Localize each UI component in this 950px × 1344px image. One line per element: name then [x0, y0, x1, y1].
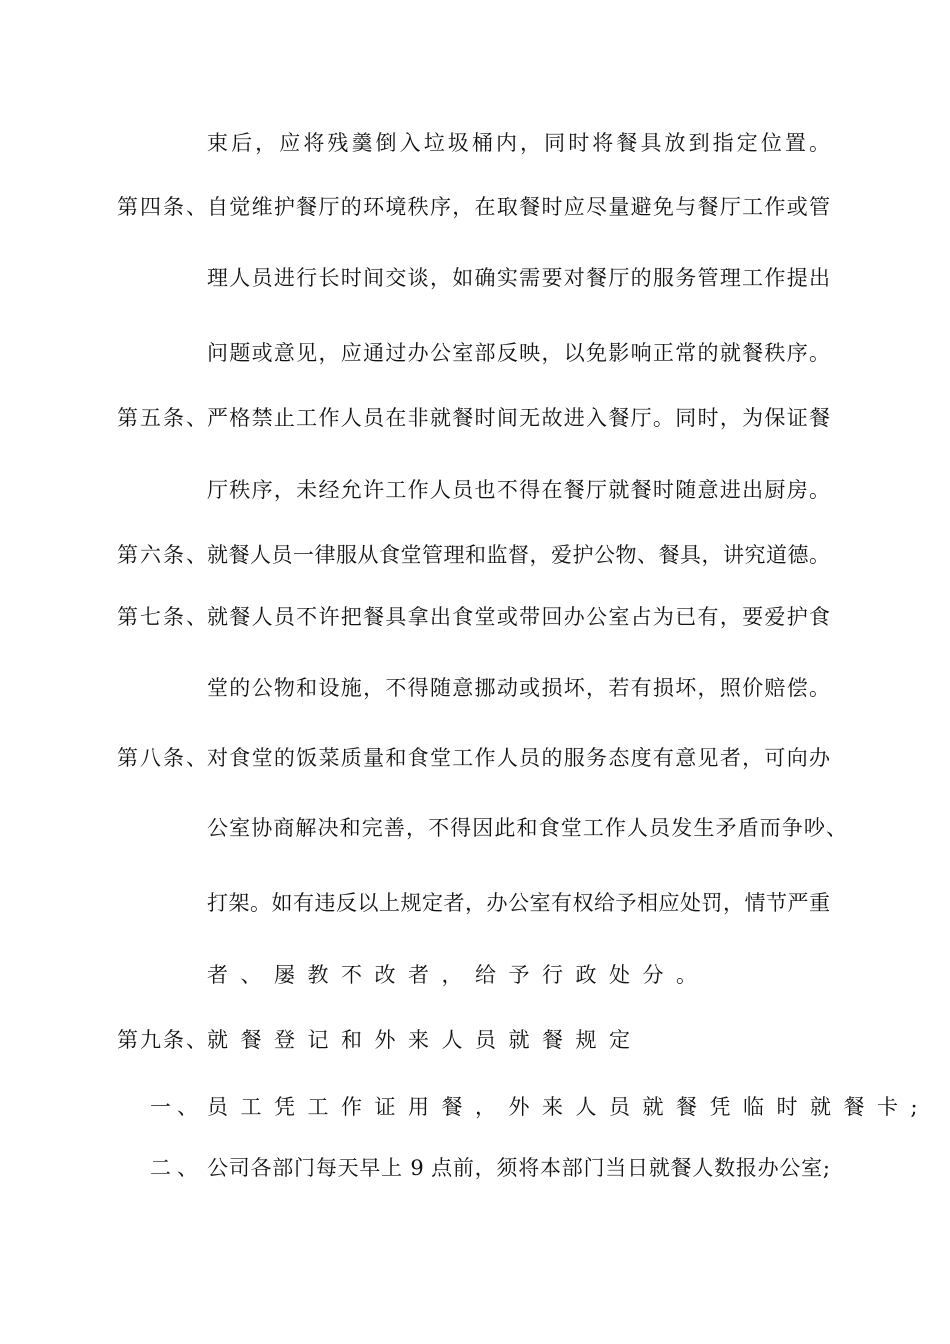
paragraph-line: 问题或意见，应通过办公室部反映，以免影响正常的就餐秩序。: [207, 341, 830, 365]
paragraph-line: 堂的公物和设施，不得随意挪动或损坏，若有损坏，照价赔偿。: [207, 676, 830, 700]
paragraph-line: 就餐人员不许把餐具拿出食堂或带回办公室占为已有，要爱护食: [207, 605, 830, 629]
paragraph-line: 束后，应将残羹倒入垃圾桶内，同时将餐具放到指定位置。: [207, 131, 830, 155]
paragraph-line: 就餐人员一律服从食堂管理和监督，爱护公物、餐具，讲究道德。: [207, 543, 830, 567]
list-item-number: 一、: [150, 1095, 204, 1119]
paragraph-line: 就餐登记和外来人员就餐规定: [207, 1028, 643, 1052]
paragraph-line: 打架。如有违反以上规定者，办公室有权给予相应处罚，情节严重: [207, 891, 830, 915]
article-5-label: 第五条、: [117, 406, 209, 430]
paragraph-line: 理人员进行长时间交谈，如确实需要对餐厅的服务管理工作提出: [207, 266, 830, 290]
list-item-text: 公司各部门每天早上 9 点前，须将本部门当日就餐人数报办公室;: [207, 1156, 830, 1180]
list-item-text: 员工凭工作证用餐，外来人员就餐凭临时就餐卡;: [207, 1095, 931, 1119]
article-4-label: 第四条、: [117, 195, 209, 219]
paragraph-line: 厅秩序，未经允许工作人员也不得在餐厅就餐时随意进出厨房。: [207, 478, 830, 502]
article-7-label: 第七条、: [117, 605, 209, 629]
article-8-label: 第八条、: [117, 746, 209, 770]
paragraph-line: 者、屡教不改者，给予行政处分。: [207, 963, 710, 987]
article-6-label: 第六条、: [117, 543, 209, 567]
paragraph-line: 严格禁止工作人员在非就餐时间无故进入餐厅。同时，为保证餐: [207, 406, 830, 430]
list-item-number: 二、: [150, 1156, 204, 1180]
article-9-label: 第九条、: [117, 1028, 209, 1052]
paragraph-line: 对食堂的饭菜质量和食堂工作人员的服务态度有意见者，可向办: [207, 746, 830, 770]
paragraph-line: 自觉维护餐厅的环境秩序，在取餐时应尽量避免与餐厅工作或管: [207, 195, 830, 219]
paragraph-line: 公室协商解决和完善，不得因此和食堂工作人员发生矛盾而争吵、: [207, 816, 847, 840]
